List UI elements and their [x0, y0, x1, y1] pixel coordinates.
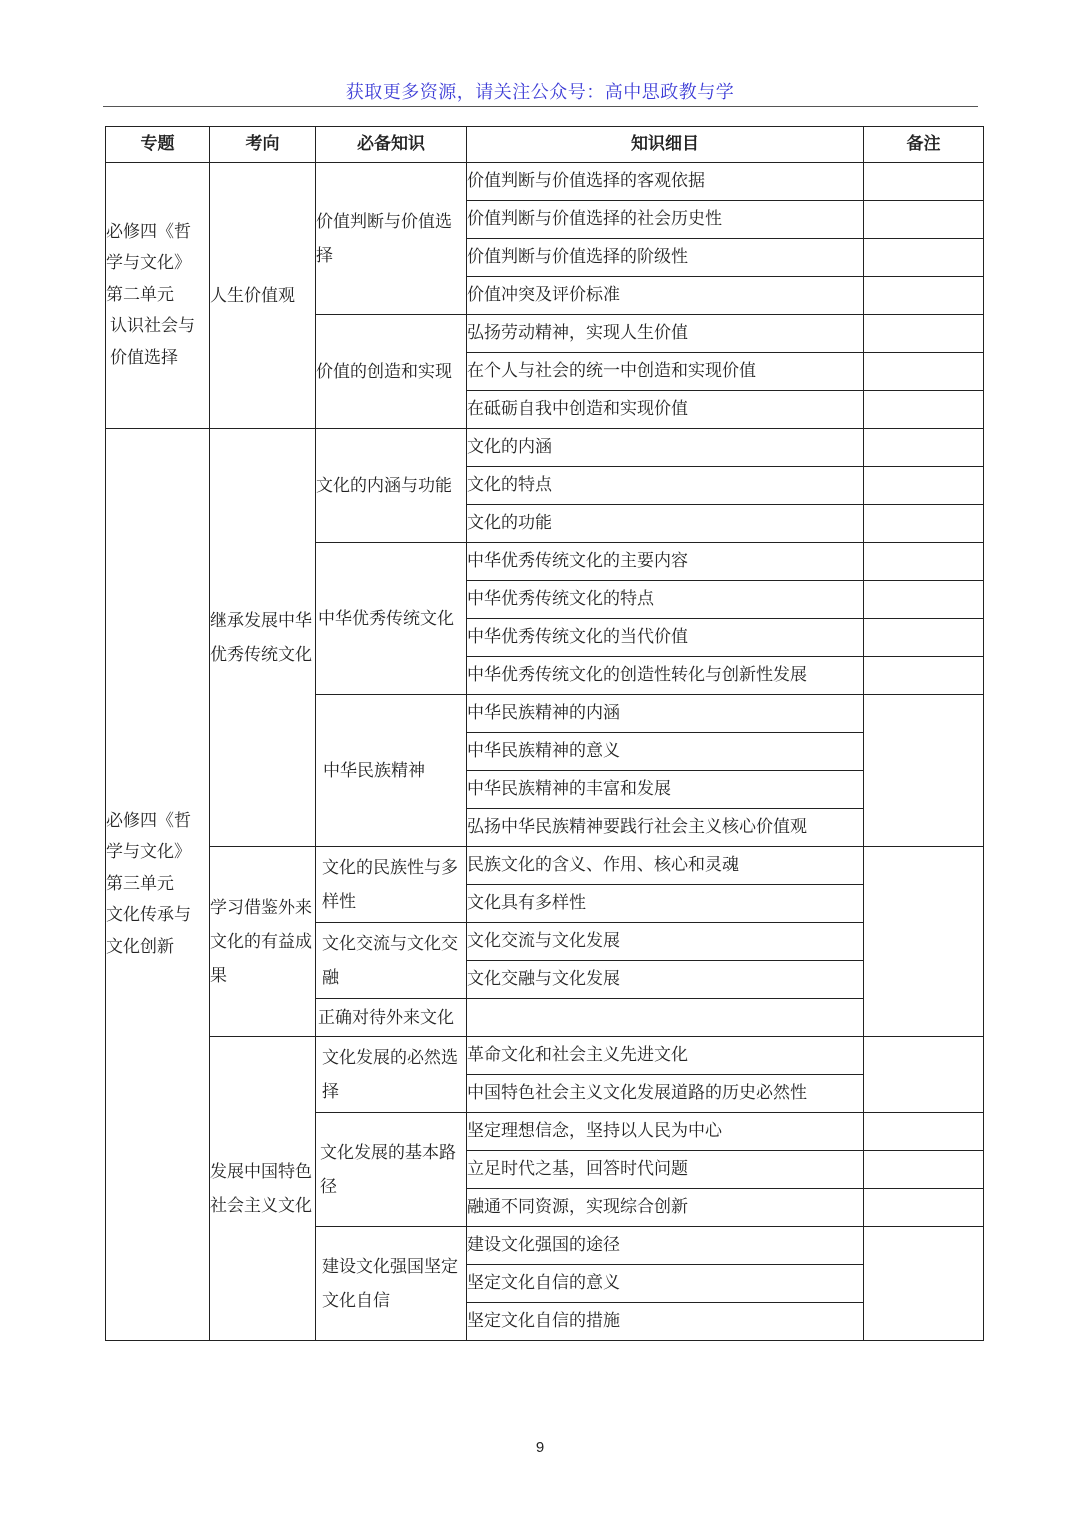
knowledge-cell: 价值判断与价值选择 [316, 163, 467, 315]
knowledge-cell: 文化发展的必然选择 [316, 1037, 467, 1113]
detail-cell: 中华优秀传统文化的特点 [467, 581, 864, 619]
topic-cell [106, 429, 210, 1341]
topic-line: 第三单元 [106, 873, 174, 894]
note-cell [864, 1227, 984, 1341]
col-header-note: 备注 [864, 127, 984, 163]
note-cell [864, 847, 984, 1037]
note-cell [864, 467, 984, 505]
detail-cell: 在砥砺自我中创造和实现价值 [467, 391, 864, 429]
topic-line: 文化传承与 [106, 905, 191, 926]
detail-cell: 中华优秀传统文化的创造性转化与创新性发展 [467, 657, 864, 695]
knowledge-cell: 正确对待外来文化 [316, 999, 467, 1037]
table-row [106, 429, 984, 467]
direction-cell: 发展中国特色社会主义文化 [210, 1037, 316, 1341]
note-cell [864, 505, 984, 543]
note-cell [864, 239, 984, 277]
col-header-detail: 知识细目 [467, 127, 864, 163]
topic-line: 第二单元 [106, 284, 174, 305]
knowledge-cell: 文化的民族性与多样性 [316, 847, 467, 923]
detail-cell: 弘扬中华民族精神要践行社会主义核心价值观 [467, 809, 864, 847]
note-cell [864, 201, 984, 239]
table-row [106, 847, 984, 885]
col-header-knowledge: 必备知识 [316, 127, 467, 163]
topic-line: 必修四《哲 [106, 810, 191, 831]
knowledge-cell: 文化交流与文化交融 [316, 923, 467, 999]
knowledge-cell: 文化的内涵与功能 [316, 429, 467, 543]
note-cell [864, 1037, 984, 1113]
detail-cell [467, 999, 864, 1037]
detail-cell: 民族文化的含义、作用、核心和灵魂 [467, 847, 864, 885]
topic-line: 学与文化》 [106, 253, 191, 274]
detail-cell: 坚定文化自信的意义 [467, 1265, 864, 1303]
detail-cell: 文化的功能 [467, 505, 864, 543]
col-header-topic: 专题 [106, 127, 210, 163]
note-cell [864, 581, 984, 619]
detail-cell: 中国特色社会主义文化发展道路的历史必然性 [467, 1075, 864, 1113]
table-header-row [106, 127, 984, 163]
detail-cell: 文化的内涵 [467, 429, 864, 467]
note-cell [864, 695, 984, 847]
note-cell [864, 353, 984, 391]
topic-line: 必修四《哲 [106, 221, 191, 242]
note-cell [864, 543, 984, 581]
knowledge-cell: 建设文化强国坚定文化自信 [316, 1227, 467, 1341]
knowledge-cell: 中华民族精神 [316, 695, 467, 847]
detail-cell: 弘扬劳动精神，实现人生价值 [467, 315, 864, 353]
detail-cell: 价值判断与价值选择的客观依据 [467, 163, 864, 201]
detail-cell: 文化交融与文化发展 [467, 961, 864, 999]
detail-cell: 中华优秀传统文化的主要内容 [467, 543, 864, 581]
detail-cell: 在个人与社会的统一中创造和实现价值 [467, 353, 864, 391]
detail-cell: 价值冲突及评价标准 [467, 277, 864, 315]
knowledge-table [105, 126, 984, 1341]
note-cell [864, 391, 984, 429]
note-cell [864, 1189, 984, 1227]
note-cell [864, 315, 984, 353]
knowledge-cell: 中华优秀传统文化 [316, 543, 467, 695]
detail-cell: 建设文化强国的途径 [467, 1227, 864, 1265]
detail-cell: 坚定文化自信的措施 [467, 1303, 864, 1341]
note-cell [864, 1113, 984, 1151]
detail-cell: 中华民族精神的意义 [467, 733, 864, 771]
note-cell [864, 657, 984, 695]
detail-cell: 文化具有多样性 [467, 885, 864, 923]
header-divider [103, 106, 978, 107]
detail-cell: 价值判断与价值选择的阶级性 [467, 239, 864, 277]
table-row [106, 1037, 984, 1075]
page-number: 9 [535, 1439, 545, 1456]
detail-cell: 文化交流与文化发展 [467, 923, 864, 961]
note-cell [864, 1151, 984, 1189]
topic-line: 学与文化》 [106, 842, 191, 863]
topic-cell [106, 163, 210, 429]
page-header: 获取更多资源，请关注公众号：高中思政教与学 [345, 82, 735, 103]
table-row [106, 163, 984, 201]
direction-cell: 学习借鉴外来文化的有益成果 [210, 847, 316, 1037]
note-cell [864, 619, 984, 657]
detail-cell: 中华优秀传统文化的当代价值 [467, 619, 864, 657]
col-header-direction: 考向 [210, 127, 316, 163]
detail-cell: 中华民族精神的内涵 [467, 695, 864, 733]
detail-cell: 坚定理想信念，坚持以人民为中心 [467, 1113, 864, 1151]
direction-cell: 继承发展中华优秀传统文化 [210, 429, 316, 847]
detail-cell: 融通不同资源，实现综合创新 [467, 1189, 864, 1227]
topic-line: 认识社会与 [110, 316, 195, 337]
direction-cell: 人生价值观 [210, 163, 316, 429]
detail-cell: 价值判断与价值选择的社会历史性 [467, 201, 864, 239]
topic-line: 价值选择 [110, 347, 178, 368]
detail-cell: 文化的特点 [467, 467, 864, 505]
detail-cell: 立足时代之基，回答时代问题 [467, 1151, 864, 1189]
note-cell [864, 277, 984, 315]
note-cell [864, 163, 984, 201]
knowledge-cell: 文化发展的基本路径 [316, 1113, 467, 1227]
knowledge-cell: 价值的创造和实现 [316, 315, 467, 429]
topic-line: 文化创新 [106, 936, 174, 957]
note-cell [864, 429, 984, 467]
detail-cell: 革命文化和社会主义先进文化 [467, 1037, 864, 1075]
detail-cell: 中华民族精神的丰富和发展 [467, 771, 864, 809]
